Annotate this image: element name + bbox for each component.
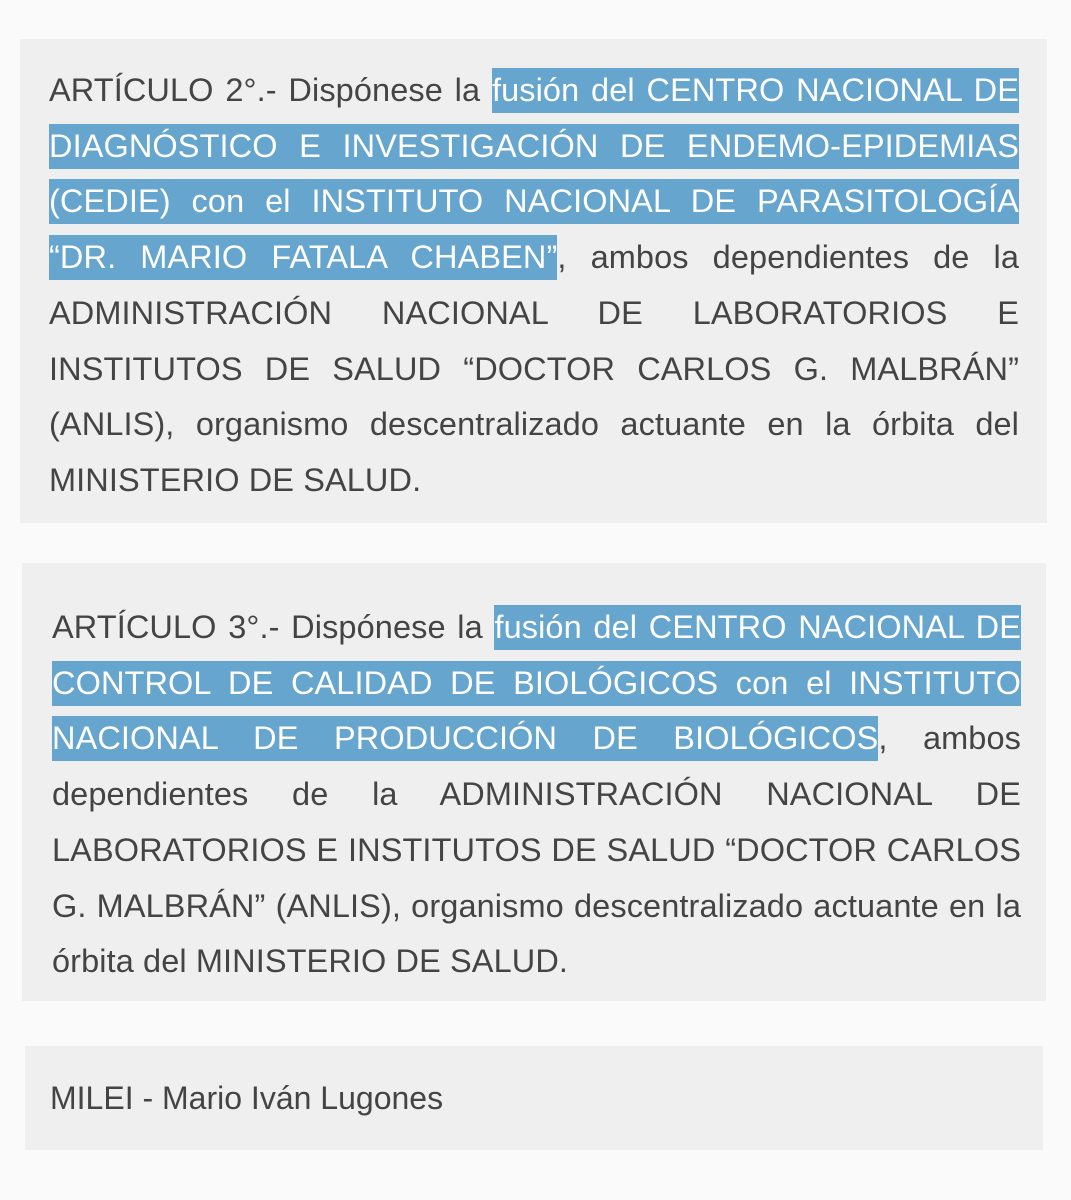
signature-text: MILEI - Mario Iván Lugones [50, 1080, 444, 1116]
article-2-block [20, 39, 1047, 523]
article-2-rest: , ambos dependientes de la ADMINISTRACIÓN NACIONAL DE LABORATORIOS E INSTITUTOS DE SALUD “DOCTOR CARLOS G. MALBRÁN” (ANLIS), organismo descentralizado actuante en la órbita del MINISTERIO DE SALUD. [49, 239, 1020, 498]
article-3-paragraph [52, 600, 1021, 990]
article-3-selected-text[interactable]: fusión del CENTRO NACIONAL DE CONTROL DE CALIDAD DE BIOLÓGICOS con el INSTITUTO NACIONAL DE PRODUCCIÓN DE BIOLÓGICOS [52, 605, 1021, 761]
signature-block [25, 1046, 1043, 1150]
article-3-block [22, 563, 1046, 1001]
article-2-paragraph [49, 63, 1019, 509]
article-2-selected-text[interactable]: fusión del CENTRO NACIONAL DE DIAGNÓSTICO E INVESTIGACIÓN DE ENDEMO-EPIDEMIAS (CEDIE) con el INSTITUTO NACIONAL DE PARASITOLOGÍA “DR. MARIO FATALA CHABEN” [49, 68, 1019, 280]
article-3-rest: , ambos dependientes de la ADMINISTRACIÓN NACIONAL DE LABORATORIOS E INSTITUTOS DE SALUD “DOCTOR CARLOS G. MALBRÁN” (ANLIS), organismo descentralizado actuante en la órbita del MINISTERIO DE SALUD. [52, 720, 1021, 980]
article-2-lead: ARTÍCULO 2°.- Dispónese la [49, 72, 492, 108]
article-3-lead: ARTÍCULO 3°.- Dispónese la [52, 609, 495, 645]
